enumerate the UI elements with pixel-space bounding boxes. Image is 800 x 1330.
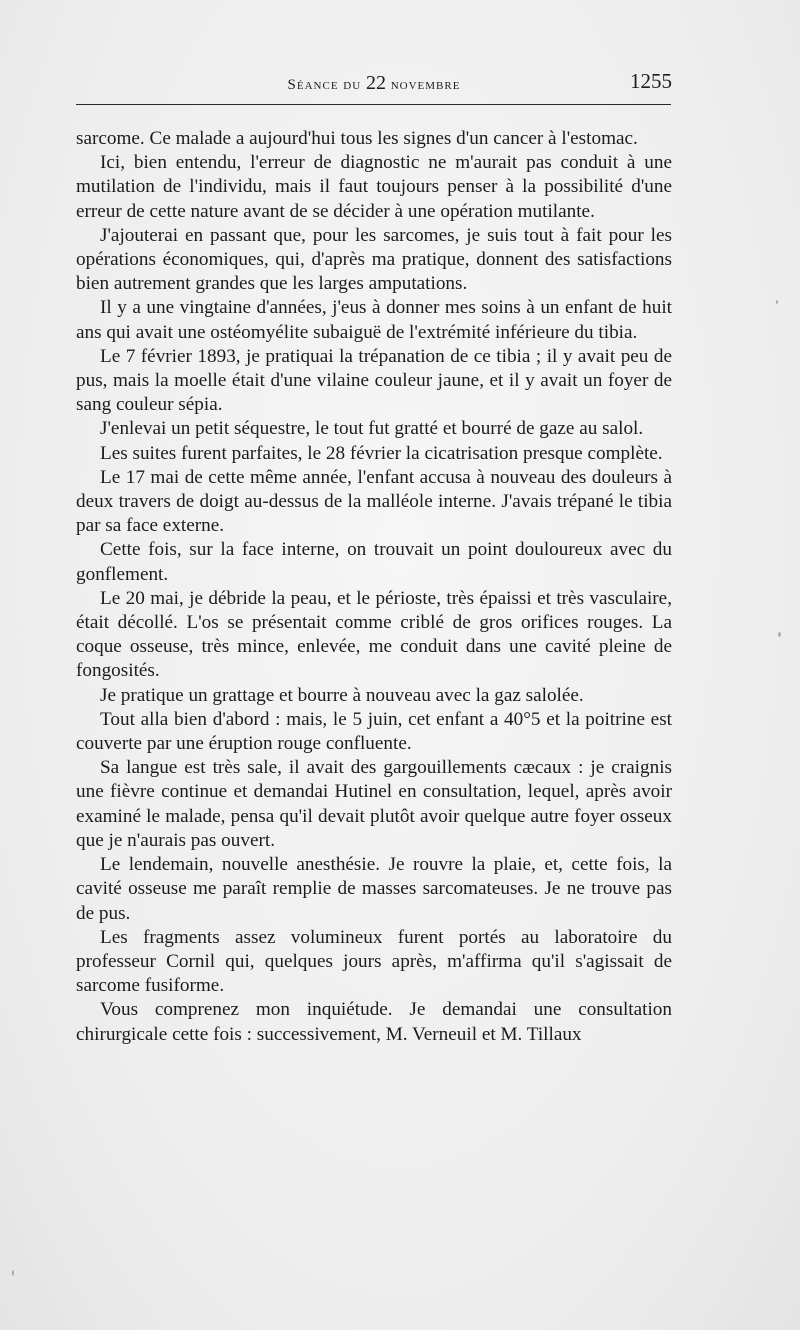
page-number: 1255 (630, 69, 672, 93)
title-day-number: 22 (365, 72, 386, 94)
paragraph-3: J'ajouterai en passant que, pour les sarcomes, je suis tout à fait pour les opérations économiques, qui, d'après ma pratique, donnent des satisfactions bien autrement grandes que les larges amputations. (76, 224, 672, 295)
paragraph-12: Tout alla bien d'abord : mais, le 5 juin, cet enfant a 40°5 et la poitrine est couverte par une éruption rouge confluente. (76, 708, 672, 755)
paragraph-11: Je pratique un grattage et bourre à nouveau avec la gaz salolée. (100, 684, 584, 706)
paragraph-15: Les fragments assez volumineux furent portés au laboratoire du professeur Cornil qui, quelques jours après, m'affirma qu'il s'agissait de sarcome fusiforme. (76, 926, 672, 997)
scan-speck (778, 632, 781, 637)
paragraph-10: Le 20 mai, je débride la peau, et le périoste, très épaissi et très vasculaire, était décollé. L'os se présentait comme criblé de gros orifices rouges. La coque osseuse, très mince, enlevée, me conduit dans une cavité pleine de fongosités. (76, 587, 672, 682)
paragraph-9: Cette fois, sur la face interne, on trouvait un point douloureux avec du gonflement. (76, 539, 672, 585)
paragraph-7: Les suites furent parfaites, le 28 février la cicatrisation presque complète. (100, 442, 663, 464)
paragraph-14: Le lendemain, nouvelle anesthésie. Je rouvre la plaie, et, cette fois, la cavité osseuse me paraît remplie de masses sarcomateuses. Je ne trouve pas de pus. (76, 854, 672, 924)
paragraph-5: Le 7 février 1893, je pratiquai la trépanation de ce tibia ; il y avait peu de pus, mais la moelle était d'une vilaine couleur jaune, et il y avait un foyer de sang couleur sépia. (76, 345, 672, 416)
title-prefix: Séance du (287, 77, 366, 93)
paragraph-2: Ici, bien entendu, l'erreur de diagnostic ne m'aurait pas conduit à une mutilation de l'individu, mais il faut toujours penser à la possibilité d'une erreur de cette nature avant de se décider à une opération mutilante. (76, 152, 672, 222)
running-title (76, 72, 672, 95)
paragraph-6: J'enlevai un petit séquestre, le tout fut gratté et bourré de gaze au salol. (100, 418, 644, 440)
paragraph-13: Sa langue est très sale, il avait des gargouillements cæcaux : je craignis une fièvre continue et demandai Hutinel en consultation, lequel, après avoir examiné le malade, pensa qu'il devait plutôt avoir quelque autre foyer osseux que je n'aurais pas ouvert. (76, 757, 672, 851)
scan-speck (776, 300, 778, 304)
header-rule (76, 104, 671, 105)
title-month: novembre (385, 77, 461, 93)
paragraph-16: Vous comprenez mon inquiétude. Je demandai une consultation chirurgicale cette fois : successivement, M. Verneuil et M. Tillaux (76, 999, 672, 1045)
paragraph-1: sarcome. Ce malade a aujourd'hui tous les signes d'un cancer à l'estomac. (76, 128, 638, 149)
paragraph-8: Le 17 mai de cette même année, l'enfant accusa à nouveau des douleurs à deux travers de doigt au-dessus de la malléole interne. J'avais trépané le tibia par sa face externe. (76, 466, 672, 537)
body-text (76, 127, 672, 1047)
paragraph-4: Il y a une vingtaine d'années, j'eus à donner mes soins à un enfant de huit ans qui avait une ostéomyélite subaiguë de l'extrémité inférieure du tibia. (76, 297, 672, 343)
running-header (76, 69, 672, 96)
scan-speck (12, 1270, 14, 1276)
